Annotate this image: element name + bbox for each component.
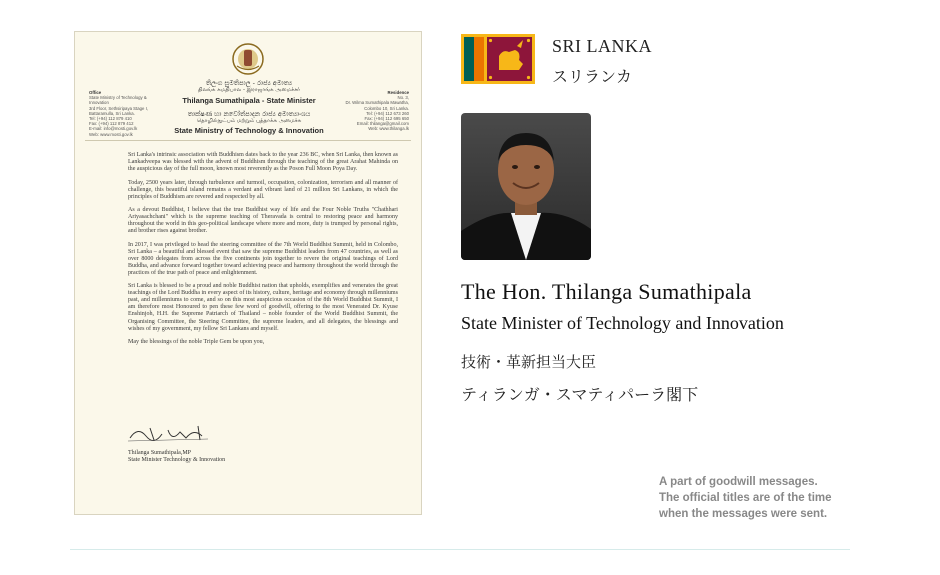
letter-paragraph: Sri Lanka's intrinsic association with Buddhism dates back to the year 236 BC, when Sri Lanka, then known as Lankadveepa was blessed with the advent of Buddhism through the teaching of the great Arahat Mahinda on the auspicious day of the full moon, known most reverently as the Poson Full Moon Poya Day.	[128, 152, 398, 173]
letterhead-sinhala-ministry: තාක්ෂණ හා නවෝත්පාදන රාජ්‍ය අමාත්‍යාංශය	[187, 110, 311, 118]
office-line: Fax: (+94) 112 879 412	[89, 121, 134, 127]
note-line: when the messages were sent.	[659, 508, 828, 520]
note-line: A part of goodwill messages.	[659, 476, 818, 488]
signer-title: State Minister Technology & Innovation	[128, 457, 226, 464]
signer-name: Thilanga Sumathipala,MP	[128, 450, 191, 456]
letter-paragraph: As a devout Buddhist, I believe that the true Buddhist way of life and the Four Noble Truths "Chathhari Ariyasachchani" which is the supreme teaching of Theravada is central to restoring peace and harmony throughout the world in this geo-political landscape where more and more, duty is trumped by personal rights, and brother rises against brother.	[128, 207, 398, 235]
office-line: Battaramulla, Sri Lanka.	[89, 110, 135, 116]
residence-line: Fax: (+94) 112 695 650	[364, 116, 409, 122]
letterhead-english-ministry: State Ministry of Technology & Innovation	[174, 126, 324, 135]
note-line: The official titles are of the time	[659, 492, 832, 504]
office-line: Tel: (+94) 112 879 410	[89, 116, 132, 122]
residence-heading: Residence	[387, 90, 409, 95]
country-name-english: SRI LANKA	[552, 36, 653, 56]
minister-name-english: The Hon. Thilanga Sumathipala	[461, 279, 752, 304]
minister-title-japanese: 技術・革新担当大臣	[461, 353, 597, 371]
minister-portrait	[461, 113, 591, 260]
letterhead-tamil-ministry: தொழில்நுட்பம் மற்றும் புத்தாக்க அமைச்சு	[196, 118, 302, 124]
letter-paragraph: May the blessings of the noble Triple Gem be upon you,	[128, 338, 265, 345]
minister-title-english: State Minister of Technology and Innovation	[461, 313, 784, 333]
office-heading: Office	[89, 90, 102, 95]
office-line: E-mail: info@mosti.gov.lk	[89, 126, 138, 132]
letter-paragraph: In 2017, I was privileged to head the steering committee of the 7th World Buddhist Summit, held in Colombo, Sri Lanka – a beautiful and blessed event that saw the supreme Buddhist leaders from 47 countries, as well as over 8000 delegates from across the five continents join together to revere the original teachings of Lord Buddha, and advance forward together toward achieving peace and harmony throughout the world through the practices of the true path of peace and enlightenment.	[128, 241, 398, 276]
residence-line: Email: thilanga@gmail.com	[356, 121, 409, 127]
goodwill-letter	[74, 31, 422, 515]
government-emblem-icon	[231, 42, 265, 76]
letter-body	[128, 152, 398, 352]
residence-line: Web: www.thilanga.lk	[368, 126, 409, 132]
country-name-japanese: スリランカ	[552, 67, 633, 86]
residence-line: Dr. Wilma Sumathipala Mawatha,	[345, 100, 409, 106]
footer-divider	[70, 549, 850, 550]
signature-icon	[128, 422, 228, 444]
office-line: 3rd Floor, Sethsiripaya Stage I,	[89, 105, 148, 111]
minister-name-japanese: ティランガ・スマティパーラ閣下	[461, 385, 699, 404]
letterhead-english-title: Thilanga Sumathipala - State Minister	[182, 96, 316, 105]
residence-line: Colombo 10, Sri Lanka.	[364, 105, 409, 111]
residence-line: No. 3,	[397, 95, 409, 101]
signer-block	[128, 450, 225, 464]
letter-paragraph: Sri Lanka is blessed to be a proud and noble Buddhist nation that upholds, exemplifies and venerates the great teachings of the Lord Buddha in every aspect of its history, culture, heritage and economy through millenniums past, and millenniums to come, and so on this most auspicious occasion of the 8th World Buddhist Summit, I am therefore most Honoured to pen these few word of goodwill, offering to the most Venerated Dr. Kyuse Enshinjoh, H.H. the Supreme Patriarch of Thailand – noble founder of the World Buddhist Summit, the Organising Committee, the Steering Committee, the supreme leaders, and all delegates, the blessings and wishes of my government, my fellow Sri Lankans and myself.	[128, 283, 398, 332]
letterhead-residence-block	[329, 90, 409, 132]
goodwill-note	[659, 474, 832, 522]
letterhead-sinhala-title: තිලංග සුමතිපාල - රාජ්‍ය අමාත්‍ය	[205, 79, 293, 87]
letterhead-divider	[85, 140, 411, 141]
office-line: Web: www.mosti.gov.lk	[89, 131, 133, 137]
letter-paragraph: Today, 2500 years later, through turbulence and turmoil, occupation, colonization, terrorism and all manner of challenge, this beautiful island remains a verdant and vibrant land of 21 million Sri Lankans, in which the principles of Buddhism are revered and respected by all.	[128, 179, 398, 200]
letterhead-tamil-title: திலங்க சுமதிபால - இராஜாங்க அமைச்சர்	[197, 87, 300, 93]
sri-lanka-flag-icon	[461, 34, 535, 84]
residence-line: Tel: (+94) 112 673 260	[366, 110, 409, 116]
office-line: State Ministry of Technology & Innovation	[89, 95, 147, 106]
letterhead-office-block	[89, 90, 159, 137]
